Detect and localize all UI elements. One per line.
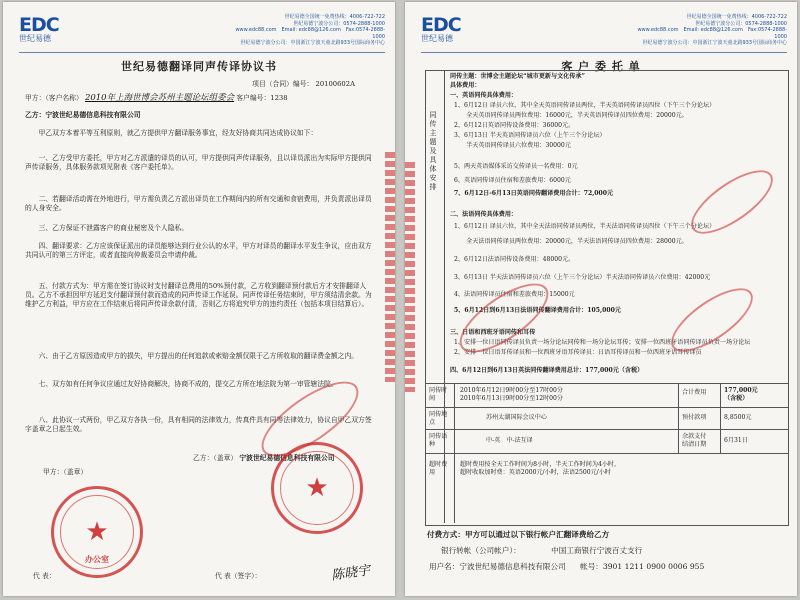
seal-stamp-faint [682,159,782,245]
party-a-client-label: （客户名称） [45,94,83,102]
row-label2: 余款支付 结清日期 [682,433,707,448]
logo-text: EDC [19,14,59,36]
logo-text: EDC [421,14,461,36]
seal-label: 办公室 [85,554,109,564]
section-line: 1、6月12日 译员六位，其中全天英语同传译员两位，半天英语同传译员四位（下午三个分论坛） [454,102,716,109]
seam-seal-strip [385,152,395,382]
section-line: 全天英语同传译员两位费用：16000元，半天英语同传译员四位费用：20000元。 [454,112,688,119]
contact-line: www.edc88.com Email: edc88@126.com Fax:0574-2888-1000 [637,27,787,40]
section-line: 3、6月13日 半天英语同传译员六位（上午三个分论坛） [454,132,606,139]
row-label: 超时费用 [429,461,448,476]
client-seal [51,486,143,578]
rep-b-label: 代 表（签字）： [215,572,262,580]
row-value: 中-英 中-法互译 [486,437,533,444]
details-heading: 具体费用： [450,82,481,89]
contact-line: 世纪易德宁波分公司：中国浙江宁波天童北路933号国际商务中心 [240,40,385,46]
party-a-row [25,94,375,103]
order-title: 客 户 委 托 单 [561,60,641,73]
section-line: 二、法语同传具体费用： [450,211,518,218]
side-label: 同传主题及具体安排 [429,111,437,191]
letterhead [405,12,797,54]
logo-cn: 世纪易德 [421,34,453,43]
company-seal [271,442,363,534]
contact-line: www.edc88.com Email: edc88@126.com Fax:0574-2888-1000 [235,27,385,40]
section-line: 6、英语同传译员住宿和差旅费用：6000元 [454,177,571,184]
contact-line: 世纪易德宁波分公司：0574-2888-1000 [695,20,787,27]
signature: 陈晓宇 [330,563,372,584]
contact-line: 世纪易德宁波分公司：0574-2888-1000 [293,20,385,27]
paragraph: 甲乙双方本着平等互利原则，就乙方提供甲方翻译服务事宜，经友好协商共同达成协议如下： [25,129,318,137]
logo-cn: 世纪易德 [19,34,51,43]
section-line: 1、安排一位日语同传译员负责一场分论坛同传和一场分论坛耳传；安排一位西班牙语同传译员负责一场分论坛 [454,339,751,346]
paragraph: 六、由于乙方原因造成甲方的损失，甲方提出的任何追款或索赔金额仅限于乙方所收取的翻译费金额之内。 [25,352,359,360]
row-value2: 177,000元 （含税） [724,387,758,402]
contact-block [235,14,385,47]
paragraph: 一、乙方受甲方委托，甲方对乙方派遣的译员的认可，甲方提供同声传译服务，且以译员派出为实际甲方提供同声传译服务，具体服务款项见附表《客户委托单》。 [25,154,372,171]
party-a-client-no: 客户编号：1238 [236,94,288,102]
bank-row [441,546,642,556]
row-label2: 合计费用 [682,389,707,396]
paragraph: 七、双方如有任何争议应通过友好协商解决，协商不成的，提交乙方所在地法院为第一审管辖法院。 [25,380,338,388]
row-label: 同传地点 [429,411,448,426]
edc-logo [19,16,73,46]
row-value2: 8,8500元 [724,414,752,421]
order-table [425,70,789,526]
section-line: 4、法语同传译员住宿和差旅费用：15000元 [454,291,575,298]
paragraph: 四、翻译要求：乙方应该保证派出的译员能够达到行业公认的水平，甲方对译员的翻译水平发生争议，应由双方共同认可的第三方评定，或者直接向仲裁委员会申请仲裁。 [25,242,372,259]
section-line: 2、6月12日法语同传设备费用：48000元。 [454,256,575,263]
edc-logo [421,16,475,46]
star-icon: ★ [85,517,109,547]
section-line: 3、6月13日 半天法语同传译员六位（上午三个分论坛）半天法语同传译员六位费用：42000元 [454,274,711,281]
paragraph: 二、若翻译活动需在外地进行，甲方需负责乙方派出译员在工作期间内的所有交通和食宿费用，并负责派出译员的人身安全。 [25,195,372,212]
section-line: 2、6月12日英语同传设备费用：36000元。 [454,122,575,129]
header-rule [421,52,787,53]
agreement-page [3,2,395,596]
letterhead [3,12,395,54]
row-value: 苏州太湖国际会议中心 [486,414,547,421]
payment-title: 付费方式：甲方可以通过以下银行帐户汇翻译费给乙方 [427,530,610,539]
header-rule [19,52,385,53]
sign-a-label: 甲方：（盖章） [43,468,88,476]
section-line: 1、6月12日 译员六位，其中全天法语同传译员两位，半天法语同传译员四位（下午三个分论坛） [454,223,716,230]
paragraph: 五、付款方式为：甲方需在签订协议时支付翻译总费用的50%预付款，乙方收到翻译预付款后方才安排翻译人员。乙方不承担因甲方延迟支付翻译预付款而造成的同声传译工作延误。同声传译任务结束时，甲方须结清余款。为维护乙方利益，甲方应在工作结束后将同声传译余款付清，否则乙方将追究甲方的违约责任（包括本项目结算后）。 [25,282,372,308]
user-name: 宁波世纪易德信息科技有限公司 [459,562,566,571]
section-line: 全天法语同传译员两位费用：20000元，半天法语同传译员四位费用：28000元。 [454,238,688,245]
bank-label: 银行转帐（公司帐户）： [441,546,521,555]
row-value2: 6月31日 [724,437,748,444]
section-line: 三、日语和西班牙语同传和耳传 [450,329,536,336]
row-value: 2010年6月12日9时00分至17时00分 2010年6月13日9时00分至12时00分 [460,387,564,402]
row-label: 同传时间 [429,387,448,402]
row-label2: 预付款项 [682,414,707,421]
account-no: 3901 1211 0900 0006 955 [602,562,705,571]
section-line: 半天英语同传译员六位费用：30000元 [454,142,571,149]
agreement-title: 世纪易德翻译同声传译协议书 [121,60,277,73]
row-label: 同传语种 [429,433,448,448]
star-icon: ★ [305,473,329,503]
order-form-page [405,2,797,596]
row-divider [426,453,788,454]
sign-b-label: 乙方：（盖章） [193,454,238,462]
section-line: 四、6月12日到6月13日英法同传翻译费用总计：177,000元（含税） [450,367,644,374]
section-line: 5、两天英语媒体采访交传译员一名费用：0元 [454,163,578,170]
account-label: 帐号： [580,562,603,571]
contact-line: 世纪易德宁波分公司：中国浙江宁波天童北路933号国际商务中心 [642,40,787,46]
contact-line: 世纪易德全国统一免费热线：4006-722-722 [686,14,787,20]
sign-b-company: 宁波世纪易德信息科技有限公司 [239,454,335,462]
seam-seal-strip [405,162,415,392]
row-value: 超时费用按全天工作时间为8小时，半天工作时间为4小时， 超时收取加时费：英语2000元/小时，法语2500元/小时 [460,461,621,476]
party-a-handwritten: 2010年上海世博会苏州主题论坛组委会 [84,93,235,103]
contact-line: 世纪易德全国统一免费热线：4006-722-722 [284,14,385,20]
theme: 同传主题：世博会主题论坛“城市更新与文化传承” [450,73,585,80]
party-b: 乙方：宁波世纪易德信息科技有限公司 [25,111,141,119]
section-line: 7、6月12日-6月13日英语同传翻译费用合计：72,000元 [454,190,614,197]
user-label: 用户名： [429,562,460,571]
rep-a-label: 代 表： [33,572,56,580]
project-number: 项目（合同）编号： 20100602A [252,80,355,88]
bank-name: 中国工商银行宁波百丈支行 [551,546,643,555]
section-line: 2、安排一位日语耳传译员和一位西班牙语耳传译员：日语耳传译员和一位西班牙语耳传译员 [454,349,702,356]
party-a-label: 甲方： [25,94,46,102]
contact-block [637,14,787,47]
section-line: 5、6月12日到6月13日法语同传翻译费用合计：105,000元 [454,307,621,314]
section-line: 一、英语同传具体费用： [450,92,518,99]
paragraph: 三、乙方保证不泄露客户的商业秘密及个人隐私。 [25,224,189,232]
account-row [429,562,704,572]
paragraph: 八、此协议一式两份，甲乙双方各执一份，具有相同的法律效力，传真件具有同等法律效力，协议自甲乙双方签字盖章之日起生效。 [25,416,372,433]
